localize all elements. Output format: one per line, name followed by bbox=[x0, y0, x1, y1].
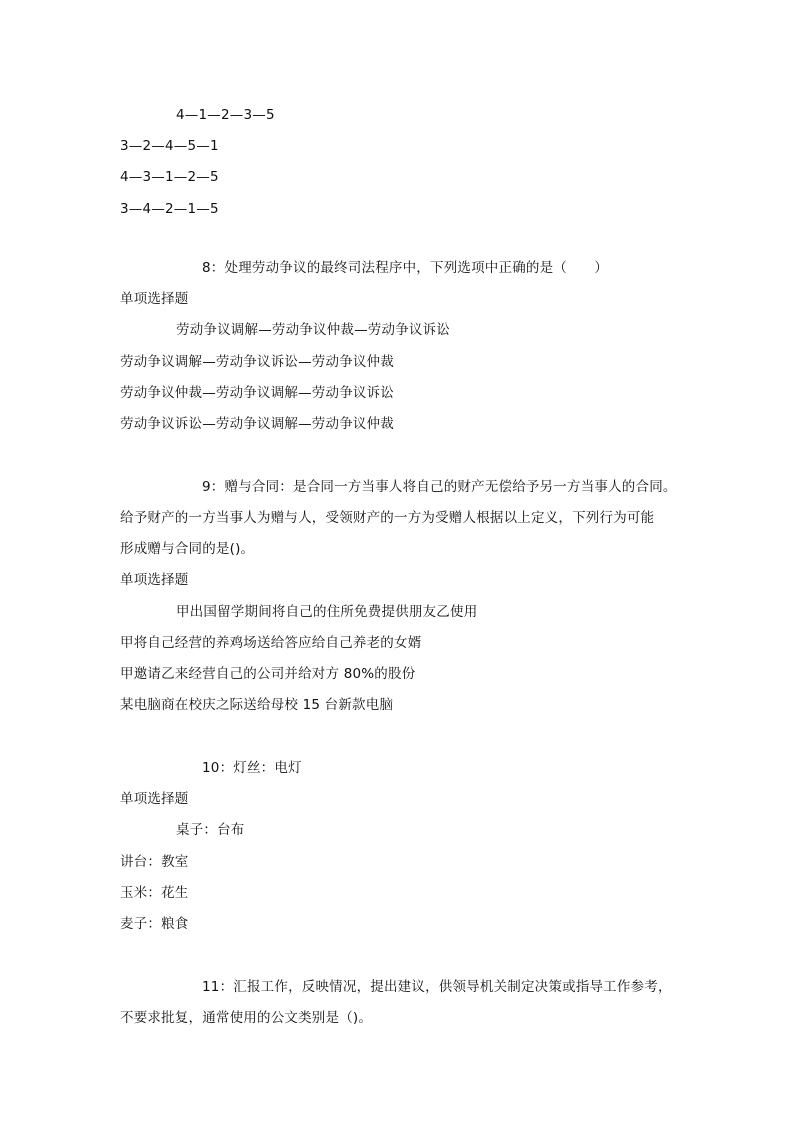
q9-option-d: 某电脑商在校庆之际送给母校 15 台新款电脑 bbox=[120, 697, 394, 713]
q9-stem-line-3: 形成赠与合同的是()。 bbox=[120, 541, 255, 557]
q8-type: 单项选择题 bbox=[120, 291, 189, 307]
prev-option-1: 4—1—2—3—5 bbox=[176, 107, 275, 123]
prev-option-2: 3—2—4—5—1 bbox=[120, 138, 219, 154]
q8-option-d: 劳动争议诉讼—劳动争议调解—劳动争议仲裁 bbox=[120, 416, 394, 432]
q9-option-a: 甲出国留学期间将自己的住所免费提供朋友乙使用 bbox=[176, 604, 478, 620]
q9-stem-line-2: 给予财产的一方当事人为赠与人，受领财产的一方为受赠人根据以上定义，下列行为可能 bbox=[120, 510, 655, 526]
q9-option-b: 甲将自己经营的养鸡场送给答应给自己养老的女婿 bbox=[120, 635, 422, 651]
q8-option-c: 劳动争议仲裁—劳动争议调解—劳动争议诉讼 bbox=[120, 385, 394, 401]
q10-option-b: 讲台：教室 bbox=[120, 854, 189, 870]
q10-stem: 10：灯丝：电灯 bbox=[202, 760, 302, 776]
q8-option-a: 劳动争议调解—劳动争议仲裁—劳动争议诉讼 bbox=[176, 322, 450, 338]
q9-stem-line-1: 9：赠与合同：是合同一方当事人将自己的财产无偿给予另一方当事人的合同。 bbox=[202, 479, 677, 495]
q10-option-d: 麦子：粮食 bbox=[120, 916, 189, 932]
q11-stem-line-1: 11：汇报工作，反映情况，提出建议，供领导机关制定决策或指导工作参考， bbox=[202, 979, 672, 995]
q9-type: 单项选择题 bbox=[120, 572, 189, 588]
q10-option-c: 玉米：花生 bbox=[120, 885, 189, 901]
prev-option-3: 4—3—1—2—5 bbox=[120, 169, 219, 185]
q8-stem: 8：处理劳动争议的最终司法程序中，下列选项中正确的是（ ） bbox=[202, 260, 609, 276]
q8-option-b: 劳动争议调解—劳动争议诉讼—劳动争议仲裁 bbox=[120, 354, 394, 370]
q10-option-a: 桌子：台布 bbox=[176, 822, 245, 838]
q9-option-c: 甲邀请乙来经营自己的公司并给对方 80%的股份 bbox=[120, 666, 416, 682]
q11-stem-line-2: 不要求批复，通常使用的公文类别是（)。 bbox=[120, 1010, 373, 1026]
prev-option-4: 3—4—2—1—5 bbox=[120, 201, 219, 217]
q10-type: 单项选择题 bbox=[120, 791, 189, 807]
